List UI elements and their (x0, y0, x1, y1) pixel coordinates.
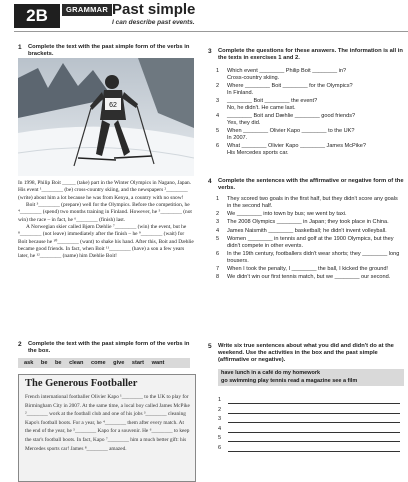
exercise-3-number: 3 (208, 48, 212, 55)
line-number: 1 (218, 397, 222, 403)
story-paragraph-1: In 1998, Philip Boit _____ (take) part in the Winter Olympics in Nagano, Japan. His event ¹________ (be) cross-country skiing, and the newspapers ²________ (write) about him a lot because he was from Kenya, a country with no snow! (18, 180, 192, 201)
sentence-text: The 2008 Olympics ________ in Japan; they took place in China. (227, 219, 389, 226)
bib-number: 62 (109, 102, 117, 109)
sentence-item: 1 They scored two goals in the first half, but they didn't score any goals in the second half. (216, 196, 401, 210)
line-number: 2 (218, 406, 222, 413)
page-title: Past simple (112, 1, 196, 18)
article-box (18, 374, 196, 482)
line-number: 6 (218, 444, 222, 451)
sentence-item: 3 The 2008 Olympics ________ in Japan; they took place in China. (216, 219, 401, 226)
word-box (18, 358, 190, 368)
writing-line[interactable] (218, 444, 400, 454)
exercise-4-list (216, 196, 401, 283)
page-subtitle: I can describe past events. (112, 19, 195, 26)
word-item: be (40, 360, 48, 366)
article-title: The Generous Footballer (25, 378, 138, 389)
question-item: 3 ________ Boit ________ the event? No, he didn't. He came last. (216, 98, 401, 112)
writing-line[interactable] (218, 406, 400, 416)
question-item: 4 ________ Boit and Dæhlie ________ good friends? Yes, they did. (216, 113, 401, 127)
exercise-3-list (216, 68, 401, 159)
exercise-3-instruction-text: Complete the questions for these answers. The information is all in the texts in exercises 1 and 2. (218, 48, 403, 62)
question-text: Which event ________ Philip Boit ________ in? (227, 68, 347, 74)
answer-text: Cross-country skiing. (227, 74, 280, 81)
exercise-2-instruction (18, 341, 196, 355)
word-item: come (90, 360, 106, 366)
sentence-text: James Naismith ________ basketball; he didn't invent volleyball. (227, 227, 387, 234)
question-item: 6 What ________ Olivier Kapo ________ James McPike? His Mercedes sports car. (216, 143, 401, 157)
sentence-text: In the 19th century, footballers didn't wear shorts; they ________ long trousers. (227, 251, 400, 264)
activity-row: have lunch in a café do my homework (221, 370, 321, 376)
exercise-1-number: 1 (18, 44, 22, 51)
article-body: French international footballer Olivier Kapo ¹________ to the UK to play for Birmingham City in 2007. At the same time, a local boy called James McPike ²________ work at the football club and one of his jobs ³________ cleaning Kapo's football boots. For a year, he ⁴________ them after every match. At the end of the year, he ⁵________ Kapo for a souvenir. He ⁶________ to keep the star's football boots. In fact, Kapo ⁷________ him a much better gift: his Mercedes sports car! James ⁸________ amazed. (25, 394, 190, 452)
line-number: 4 (218, 425, 222, 432)
word-item: start (131, 360, 145, 366)
question-text: ________ Boit and Dæhlie ________ good friends? (227, 113, 356, 120)
sentence-item: 7 When I took the penalty, I ________ the ball, I kicked the ground! (216, 266, 401, 273)
exercise-2-instruction-text: Complete the text with the past simple form of the verbs in the box. (28, 341, 190, 355)
sentence-text: They scored two goals in the first half, but they didn't score any goals in the second half. (227, 196, 398, 209)
header-divider (14, 31, 408, 32)
question-text: What ________ Olivier Kapo ________ James McPike? (227, 143, 366, 150)
question-text: ________ Boit ________ the event? (227, 98, 318, 105)
story-paragraph-2: Boit ³________ (prepare) well for the Olympics. Before the competition, he ⁴________ (spend) two months training in Finland. However, he ⁵________ (not win) the race – in fact, he ⁶________ (finish) last. (18, 202, 192, 223)
question-item: 2 Where ________ Boit ________ for the Olympics? In Finland. (216, 83, 401, 97)
exercise-5-number: 5 (208, 343, 212, 350)
question-text: Where ________ Boit ________ for the Olympics? (227, 83, 353, 90)
sentence-text: We ________ into town by bus; we went by taxi. (227, 211, 347, 218)
page-header (0, 0, 408, 30)
exercise-5-instruction-text: Write six true sentences about what you did and didn't do at the weekend. Use the activities in the box and the past simple (affirmative or negative). (218, 343, 394, 364)
exercise-1-story (18, 180, 194, 261)
skier-illustration (18, 58, 194, 176)
sentence-text: We didn't win our first tennis match, but we ________ our second. (227, 274, 391, 281)
exercise-1-instruction-text: Complete the text with the past simple form of the verbs in brackets. (28, 44, 190, 58)
question-item: 1 Which event ________ Philip Boit ________ in? Cross-country skiing. (216, 68, 401, 82)
exercise-4-number: 4 (208, 178, 212, 185)
writing-lines (218, 396, 400, 454)
answer-text: His Mercedes sports car. (227, 150, 289, 157)
exercise-1-instruction (18, 44, 198, 58)
sentence-item: 4 James Naismith ________ basketball; he didn't invent volleyball. (216, 228, 401, 235)
answer-text: Yes, they did. (227, 120, 261, 127)
word-item: want (151, 360, 165, 366)
activity-row: go swimming play tennis read a magazine see a film (221, 377, 358, 384)
word-item: ask (24, 360, 34, 366)
sentence-item: 6 In the 19th century, footballers didn't wear shorts; they ________ long trousers. (216, 251, 400, 264)
answer-text: No, he didn't. He came last. (227, 104, 296, 111)
question-text: When ________ Olivier Kapo ________ to the UK? (227, 128, 355, 135)
activity-box (218, 369, 404, 386)
exercise-2-number: 2 (18, 341, 22, 348)
writing-line[interactable] (218, 415, 400, 425)
line-number: 5 (218, 435, 222, 442)
writing-line[interactable] (218, 425, 400, 435)
exercise-4-instruction (208, 178, 404, 192)
section-tag: GRAMMAR (62, 4, 112, 16)
question-item: 5 When ________ Olivier Kapo ________ to the UK? In 2007. (216, 128, 401, 142)
sentence-text: When I took the penalty, I ________ the ball, I kicked the ground! (227, 266, 388, 273)
sentence-item: 5 Women ________ in tennis and golf at the 1900 Olympics, but they didn't compete in other events. (216, 236, 401, 250)
skier-photo (18, 58, 194, 176)
answer-text: In Finland. (227, 89, 254, 96)
sentence-item: 2 We ________ into town by bus; we went by taxi. (216, 211, 401, 218)
word-item: clean (69, 360, 84, 366)
word-item: be (55, 360, 62, 366)
exercise-5-instruction (208, 343, 404, 365)
sentence-text: Women ________ in tennis and golf at the 1900 Olympics, but they didn't compete in other events. (227, 235, 394, 249)
sentence-item: 8 We didn't win our first tennis match, but we ________ our second. (216, 274, 401, 281)
exercise-3-instruction (208, 48, 404, 62)
writing-line[interactable] (218, 434, 400, 444)
exercise-4-instruction-text: Complete the sentences with the affirmative or negative form of the verbs. (218, 178, 404, 192)
answer-text: In 2007. (227, 135, 248, 142)
unit-badge: 2B (14, 4, 60, 28)
word-item: give (113, 360, 125, 366)
story-paragraph-3: A Norwegian skier called Bjørn Dæhlie ⁷________ (win) the event, but he ⁸________ (not leave) immediately after the finish – he ⁹________ (wait) for Boit because he ¹⁰________ (want) to shake his hand. After this, Boit and Dæhlie became good friends. In fact, when Boit ¹¹________ (have) a son a few years later, he ¹²________ (name) him Dæhlie Boit! (18, 224, 194, 260)
line-number: 3 (218, 416, 222, 423)
writing-line[interactable] (218, 396, 400, 406)
